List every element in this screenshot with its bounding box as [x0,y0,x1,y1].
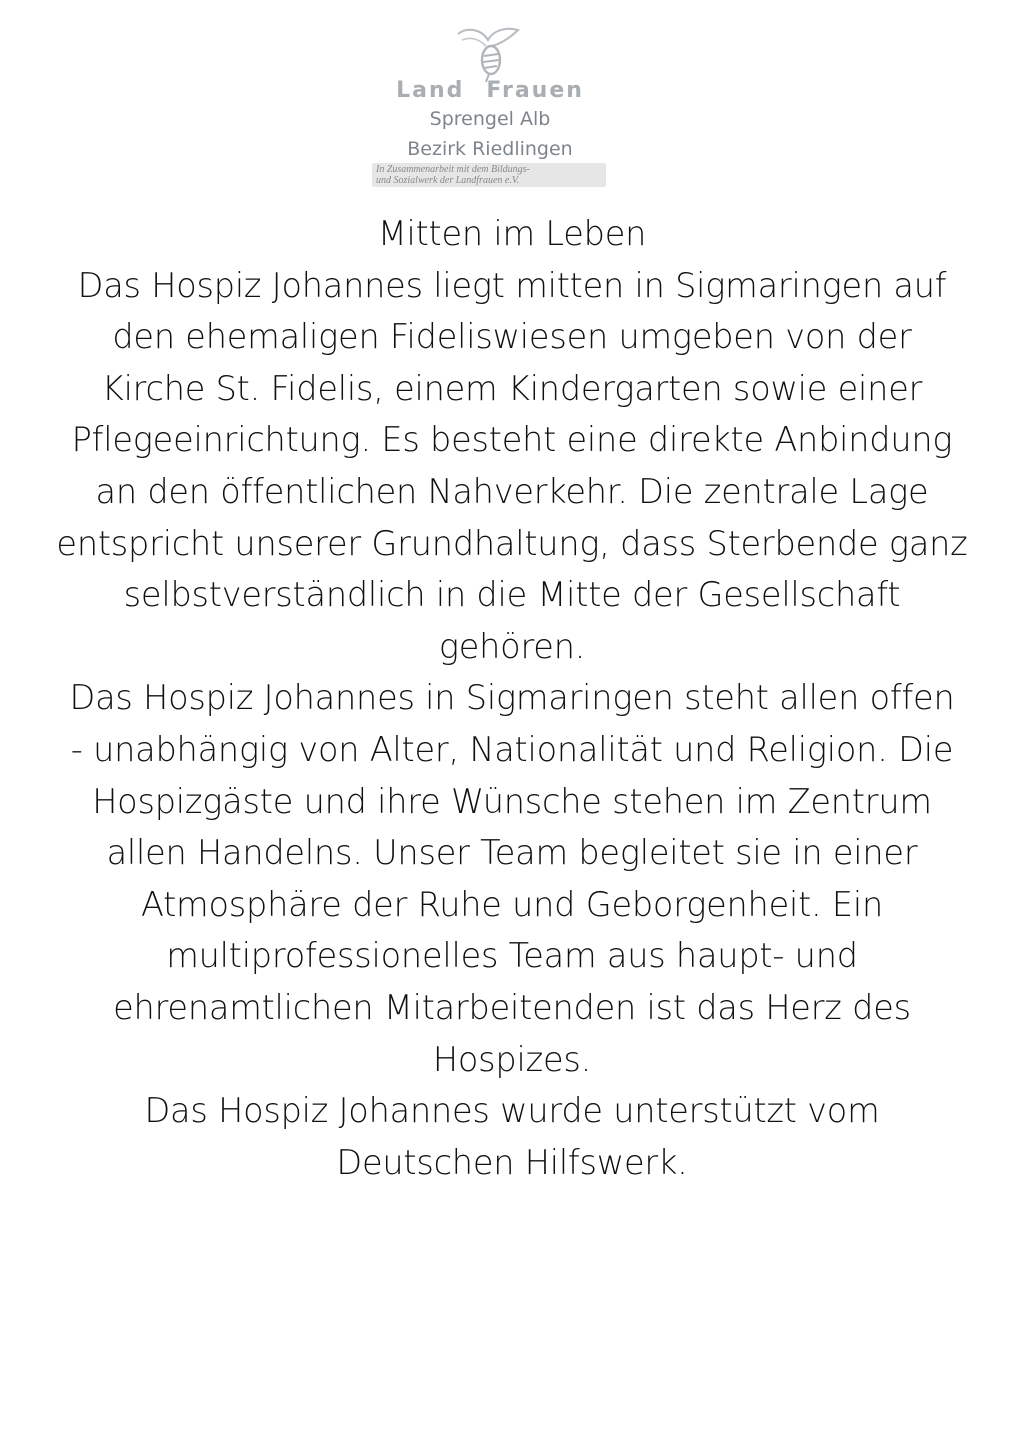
logo-brand-left: Land [396,78,465,103]
text-line: Kirche St. Fidelis, einem Kindergarten sowie einer [101,368,923,408]
landfrauen-logo [370,22,610,186]
text-line: ehrenamtlichen Mitarbeitenden ist das Herz des [113,987,911,1027]
text-line: Pflegeeinrichtung. Es besteht eine direkte Anbindung [71,420,953,460]
text-line: - unabhängig von Alter, Nationalität und Religion. Die [70,729,954,769]
text-line: Das Hospiz Johannes wurde unterstützt vom [144,1091,880,1131]
text-line: Hospizes. [432,1039,592,1079]
body-text [30,208,994,1188]
logo-note-line1: In Zusammenarbeit mit dem Bildungs- [376,164,530,175]
logo-cooperation-note [372,163,606,187]
logo-sprengel: Sprengel Alb [429,108,551,130]
text-line: entspricht unserer Grundhaltung, dass Sterbende ganz [56,523,968,563]
text-line: Das Hospiz Johannes liegt mitten in Sigmaringen auf [77,265,947,305]
logo-note-line2: und Sozialwerk der Landfrauen e.V. [376,175,520,186]
text-line: Das Hospiz Johannes in Sigmaringen steht allen offen [69,678,955,718]
text-line: gehören. [438,626,586,666]
bee-emblem-icon [448,24,528,84]
text-line: an den öffentlichen Nahverkehr. Die zentrale Lage [95,471,929,511]
logo-brand-right: Frauen [486,78,584,103]
text-line: den ehemaligen Fideliswiesen umgeben von der [112,317,912,357]
text-line: Hospizgäste und ihre Wünsche stehen im Zentrum [92,781,932,821]
text-line: allen Handelns. Unser Team begleitet sie in einer [106,833,918,873]
logo-brand-text [370,78,610,103]
text-line: Deutschen Hilfswerk. [336,1142,688,1182]
text-line: selbstverständlich in die Mitte der Gesellschaft [123,575,901,615]
text-line: multiprofessionelles Team aus haupt- und [166,936,858,976]
heading-mitten-im-leben: Mitten im Leben [377,214,647,253]
text-line: Atmosphäre der Ruhe und Geborgenheit. Ein [140,884,884,924]
logo-bezirk: Bezirk Riedlingen [407,138,573,160]
